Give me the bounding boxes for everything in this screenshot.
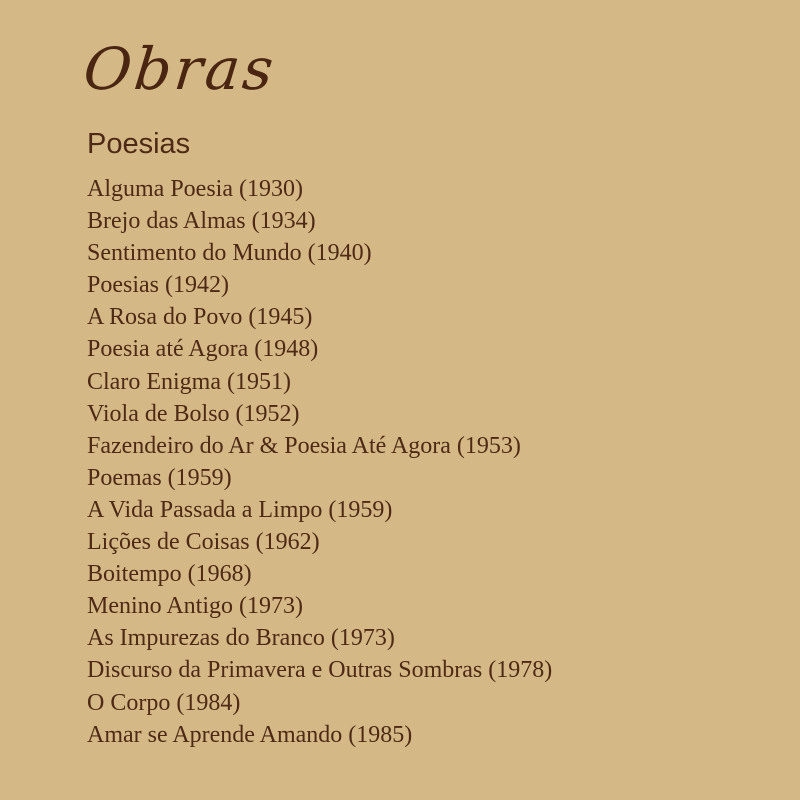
work-item: Lições de Coisas (1962) <box>87 529 320 556</box>
work-item: Poesia até Agora (1948) <box>87 336 319 363</box>
work-item: Brejo das Almas (1934) <box>87 208 316 235</box>
work-item: Discurso da Primavera e Outras Sombras (1978) <box>87 657 553 684</box>
work-item: Poesias (1942) <box>87 272 229 299</box>
work-item: As Impurezas do Branco (1973) <box>87 625 395 652</box>
page-title: Obras <box>80 35 280 103</box>
work-item: Alguma Poesia (1930) <box>87 176 303 202</box>
work-item: Amar se Aprende Amando (1985) <box>87 721 413 748</box>
work-item: Viola de Bolso (1952) <box>87 400 300 427</box>
work-item: Boitempo (1968) <box>87 561 252 588</box>
work-item: A Vida Passada a Limpo (1959) <box>87 496 393 523</box>
work-item: A Rosa do Povo (1945) <box>87 304 313 331</box>
work-item: Sentimento do Mundo (1940) <box>87 240 372 267</box>
work-item: Fazendeiro do Ar & Poesia Até Agora (1953) <box>87 432 521 459</box>
work-item: O Corpo (1984) <box>87 689 241 716</box>
work-item: Claro Enigma (1951) <box>87 368 291 395</box>
works-list <box>87 173 552 751</box>
work-item: Menino Antigo (1973) <box>87 593 303 620</box>
work-item: Poemas (1959) <box>87 464 232 491</box>
section-title-poesias: Poesias <box>87 128 191 160</box>
